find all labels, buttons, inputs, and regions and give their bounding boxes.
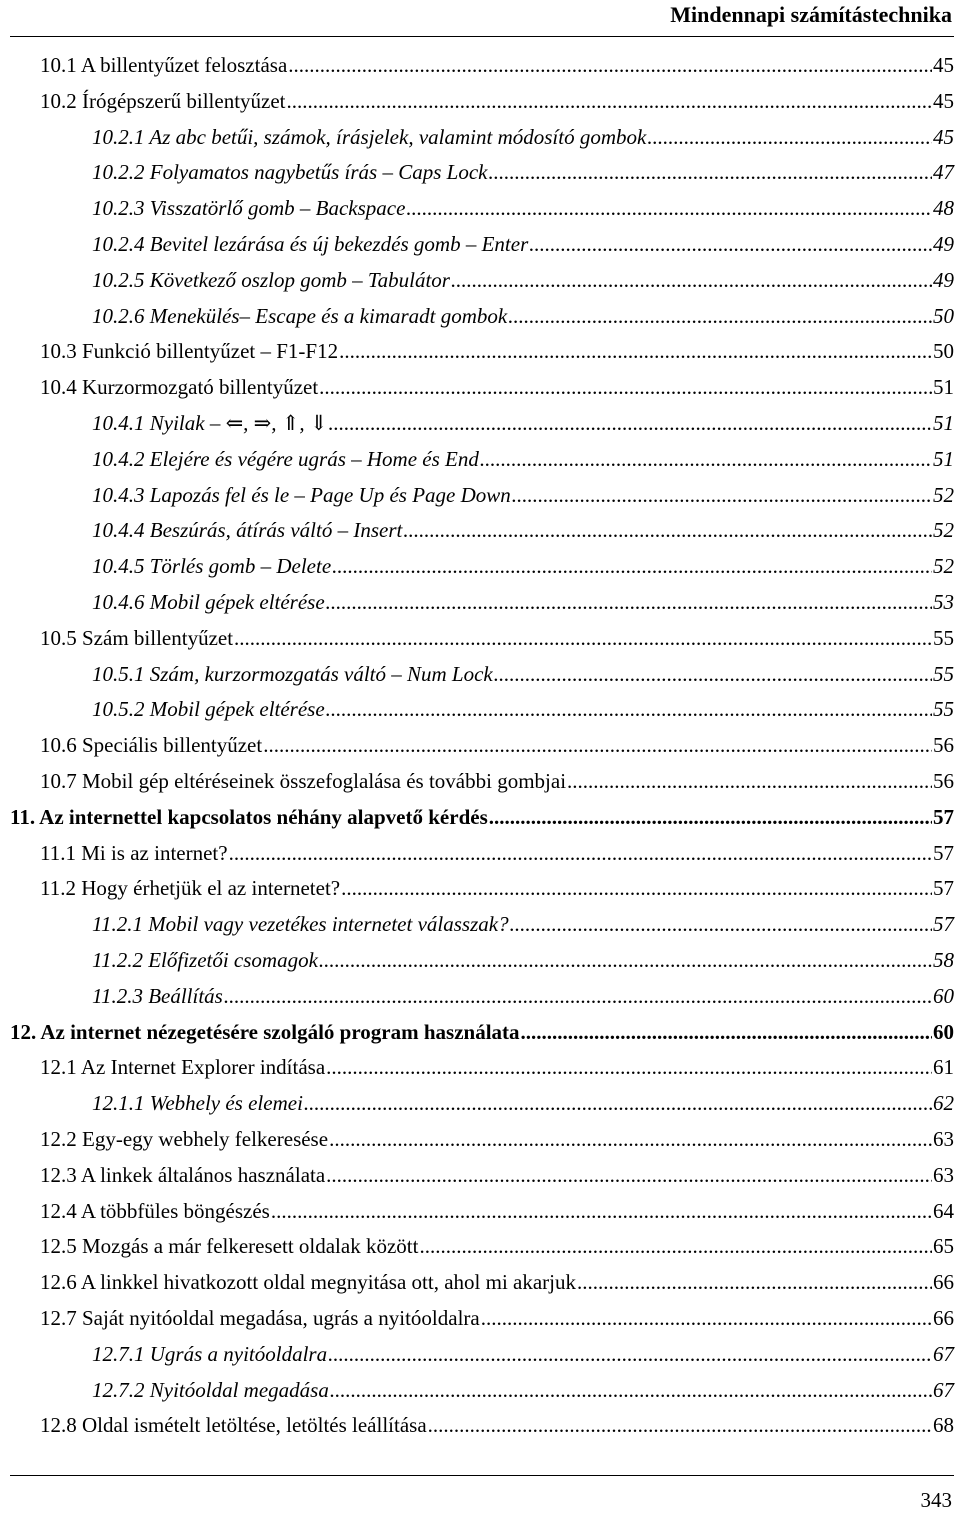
toc-entry-page: 67 (933, 1341, 954, 1366)
toc-dot-leader (229, 840, 932, 866)
toc-entry[interactable] (40, 1126, 954, 1152)
toc-entry[interactable] (10, 804, 954, 830)
toc-entry-title: 10.2.6 Menekülés– Escape és a kimaradt gombok (92, 303, 508, 328)
toc-entry-title: 12.6 A linkkel hivatkozott oldal megnyitása ott, ahol mi akarjuk (40, 1270, 576, 1295)
toc-entry-page: 53 (933, 590, 954, 614)
toc-entry[interactable] (40, 625, 954, 651)
toc-entry-page: 52 (933, 554, 954, 579)
toc-entry-title: 10.1 A billentyűzet felosztása (40, 53, 288, 77)
toc-dot-leader (510, 911, 932, 937)
toc-dot-leader (332, 553, 932, 579)
toc-dot-leader (403, 517, 932, 543)
toc-entry-title: 10.3 Funkció billentyűzet – F1-F12 (40, 339, 339, 364)
toc-entry-page: 51 (933, 446, 954, 471)
toc-entry[interactable] (40, 840, 954, 866)
toc-dot-leader (488, 159, 932, 185)
toc-entry-title: 11. Az internettel kapcsolatos néhány alapvető kérdés (10, 804, 488, 829)
toc-entry[interactable] (92, 231, 954, 257)
toc-dot-leader (326, 1162, 932, 1188)
toc-entry-title: 10.4.6 Mobil gépek eltérése (92, 590, 325, 614)
toc-entry-title: 10.4.3 Lapozás fel és le – Page Up és Page Down (92, 482, 511, 507)
toc-dot-leader (328, 410, 932, 436)
toc-entry-title: 12.4 A többfüles böngészés (40, 1198, 270, 1223)
toc-entry-page: 45 (933, 88, 954, 113)
toc-dot-leader (341, 875, 932, 901)
toc-entry[interactable] (92, 696, 954, 722)
toc-dot-leader (577, 1269, 932, 1295)
toc-dot-leader (508, 303, 932, 329)
toc-entry-title: 10.4.2 Elejére és végére ugrás – Home és End (92, 446, 479, 471)
toc-dot-leader (234, 625, 932, 651)
toc-dot-leader (319, 374, 932, 400)
toc-entry[interactable] (40, 52, 954, 78)
toc-entry-title: 10.2.5 Következő oszlop gomb – Tabulátor (92, 267, 450, 292)
toc-entry-title: 12.5 Mozgás a már felkeresett oldalak között (40, 1234, 419, 1259)
toc-entry-page: 55 (933, 661, 954, 686)
toc-entry-title: 12.2 Egy-egy webhely felkeresése (40, 1127, 329, 1151)
toc-entry-title: 11.1 Mi is az internet? (40, 840, 228, 865)
toc-entry-page: 65 (933, 1234, 954, 1259)
toc-entry-title: 12.7.1 Ugrás a nyitóoldalra (92, 1341, 328, 1366)
toc-entry-page: 48 (933, 196, 954, 221)
toc-entry-title: 10.7 Mobil gép eltéréseinek összefoglalása és további gombjai (40, 769, 567, 793)
footer-rule (10, 1475, 954, 1476)
toc-dot-leader (480, 446, 932, 472)
toc-entry[interactable] (40, 1269, 954, 1295)
toc-dot-leader (271, 1198, 932, 1224)
toc-dot-leader (328, 1341, 932, 1367)
toc-dot-leader (329, 1126, 932, 1152)
toc-entry[interactable] (10, 1019, 954, 1045)
toc-entry-page: 49 (933, 267, 954, 292)
toc-entry-page: 56 (933, 733, 954, 758)
toc-dot-leader (451, 267, 932, 293)
toc-dot-leader (326, 1054, 932, 1080)
toc-entry[interactable] (92, 1090, 954, 1116)
toc-entry[interactable] (92, 446, 954, 472)
toc-entry[interactable] (92, 1377, 954, 1403)
toc-dot-leader (304, 1090, 932, 1116)
toc-dot-leader (263, 732, 932, 758)
toc-dot-leader (287, 88, 933, 114)
page-number: 343 (920, 1488, 952, 1512)
toc-entry-page: 52 (933, 482, 954, 507)
toc-entry-title: 12.8 Oldal ismételt letöltése, letöltés leállítása (40, 1413, 427, 1438)
toc-dot-leader (567, 768, 932, 794)
toc-entry-page: 63 (933, 1127, 954, 1151)
toc-entry-title: 10.2.3 Visszatörlő gomb – Backspace (92, 196, 406, 221)
toc-entry-page: 57 (933, 804, 954, 829)
toc-entry[interactable] (92, 482, 954, 508)
toc-entry[interactable] (92, 661, 954, 687)
toc-dot-leader (326, 589, 932, 615)
toc-dot-leader (489, 804, 932, 830)
toc-entry[interactable] (92, 517, 954, 543)
toc-entry-page: 52 (933, 518, 954, 543)
toc-entry-title: 11.2.2 Előfizetői csomagok (92, 948, 318, 972)
toc-dot-leader (481, 1305, 932, 1331)
toc-dot-leader (326, 696, 932, 722)
toc-dot-leader (428, 1412, 932, 1438)
toc-dot-leader (406, 195, 932, 221)
toc-dot-leader (521, 1019, 932, 1045)
toc-entry[interactable] (92, 303, 954, 329)
toc-entry-page: 45 (933, 124, 954, 149)
toc-entry-title: 12.3 A linkek általános használata (40, 1162, 326, 1187)
toc-entry-page: 57 (933, 912, 954, 937)
toc-dot-leader (319, 947, 932, 973)
toc-entry-title: 12.1 Az Internet Explorer indítása (40, 1055, 326, 1080)
toc-entry-page: 50 (933, 303, 954, 328)
toc-entry-title: 10.5.1 Szám, kurzormozgatás váltó – Num Lock (92, 661, 493, 686)
toc-entry[interactable] (40, 1198, 954, 1224)
toc-entry[interactable] (92, 410, 954, 436)
toc-dot-leader (224, 983, 932, 1009)
toc-entry[interactable] (40, 1305, 954, 1331)
toc-entry-title: 12. Az internet nézegetésére szolgáló program használata (10, 1019, 520, 1044)
toc-entry-title: 11.2.1 Mobil vagy vezetékes internetet válasszak? (92, 912, 509, 937)
toc-entry-title: 10.4.5 Törlés gomb – Delete (92, 554, 332, 579)
toc-entry-page: 50 (933, 339, 954, 364)
toc-entry-page: 55 (933, 697, 954, 722)
toc-entry-page: 62 (933, 1091, 954, 1116)
toc-entry[interactable] (40, 1054, 954, 1080)
toc-dot-leader (330, 1377, 932, 1403)
toc-entry[interactable] (40, 1412, 954, 1438)
toc-entry-page: 68 (933, 1413, 954, 1438)
toc-entry-page: 67 (933, 1377, 954, 1402)
toc-dot-leader (512, 482, 932, 508)
toc-entry[interactable] (92, 1341, 954, 1367)
toc-entry-title: 10.4.1 Nyilak – ⇐, ⇒, ⇑, ⇓ (92, 411, 328, 435)
toc-entry[interactable] (40, 88, 954, 114)
toc-entry-page: 66 (933, 1306, 954, 1330)
toc-dot-leader (288, 52, 932, 78)
toc-entry-page: 57 (933, 876, 954, 901)
toc-entry[interactable] (92, 553, 954, 579)
toc-entry[interactable] (40, 1162, 954, 1188)
toc-entry-title: 10.6 Speciális billentyűzet (40, 733, 263, 758)
running-header: Mindennapi számítástechnika (670, 2, 952, 27)
toc-entry-title: 10.2 Írógépszerű billentyűzet (40, 88, 286, 113)
toc-dot-leader (529, 231, 932, 257)
toc-entry-title: 12.7 Saját nyitóoldal megadása, ugrás a nyitóoldalra (40, 1306, 480, 1330)
toc-entry-title: 10.4 Kurzormozgató billentyűzet (40, 375, 319, 400)
toc-entry[interactable] (40, 338, 954, 364)
toc-entry-page: 60 (933, 983, 954, 1008)
toc-entry[interactable] (92, 124, 954, 150)
toc-entry-page: 58 (933, 948, 954, 972)
toc-entry[interactable] (92, 159, 954, 185)
toc-entry[interactable] (92, 195, 954, 221)
toc-entry-title: 10.2.1 Az abc betűi, számok, írásjelek, valamint módosító gombok (92, 124, 647, 149)
toc-entry[interactable] (92, 911, 954, 937)
toc-entry-title: 11.2.3 Beállítás (92, 983, 223, 1008)
toc-entry[interactable] (92, 983, 954, 1009)
toc-entry-page: 60 (933, 1019, 954, 1044)
toc-entry-page: 56 (933, 769, 954, 793)
toc-entry-page: 49 (933, 232, 954, 256)
toc-entry-title: 11.2 Hogy érhetjük el az internetet? (40, 876, 341, 901)
toc-entry-title: 10.2.4 Bevitel lezárása és új bekezdés gomb – Enter (92, 232, 529, 256)
toc-entry-title: 12.1.1 Webhely és elemei (92, 1091, 303, 1116)
toc-entry-page: 63 (933, 1162, 954, 1187)
toc-dot-leader (494, 661, 932, 687)
toc-entry-page: 51 (933, 375, 954, 400)
toc-dot-leader (647, 124, 932, 150)
toc-entry-page: 45 (933, 53, 954, 77)
toc-entry-title: 10.5 Szám billentyűzet (40, 625, 234, 650)
toc-entry-title: 10.5.2 Mobil gépek eltérése (92, 697, 325, 722)
toc-entry-page: 57 (933, 840, 954, 865)
toc-entry[interactable] (40, 1233, 954, 1259)
toc-entry[interactable] (92, 589, 954, 615)
toc-entry-page: 66 (933, 1270, 954, 1295)
toc-entry[interactable] (40, 875, 954, 901)
toc-entry[interactable] (40, 768, 954, 794)
toc-entry-page: 47 (933, 160, 954, 185)
toc-dot-leader (419, 1233, 932, 1259)
header-rule (10, 36, 954, 37)
toc-entry[interactable] (92, 267, 954, 293)
toc-entry-title: 10.4.4 Beszúrás, átírás váltó – Insert (92, 518, 403, 543)
toc-entry-page: 64 (933, 1198, 954, 1223)
toc-entry[interactable] (40, 374, 954, 400)
toc-entry-page: 61 (933, 1055, 954, 1080)
toc-entry-page: 55 (933, 625, 954, 650)
toc-entry-title: 12.7.2 Nyitóoldal megadása (92, 1377, 329, 1402)
toc-entry[interactable] (92, 947, 954, 973)
toc-entry-title: 10.2.2 Folyamatos nagybetűs írás – Caps Lock (92, 160, 488, 185)
toc-dot-leader (339, 338, 932, 364)
toc-entry[interactable] (40, 732, 954, 758)
toc-entry-page: 51 (933, 411, 954, 435)
